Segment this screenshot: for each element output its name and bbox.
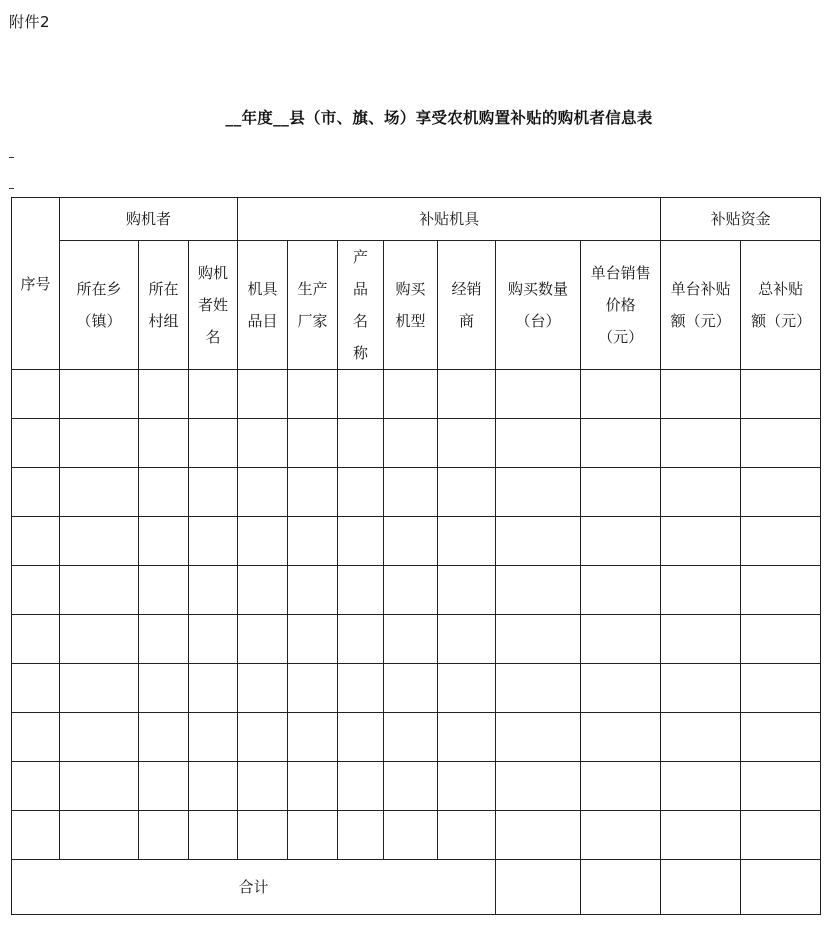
table-cell[interactable] [238, 419, 288, 468]
table-cell[interactable] [741, 811, 821, 860]
table-cell[interactable] [288, 419, 338, 468]
table-cell[interactable] [12, 762, 60, 811]
table-cell[interactable] [60, 419, 139, 468]
table-cell[interactable] [661, 615, 741, 664]
table-cell[interactable] [661, 419, 741, 468]
table-cell[interactable] [12, 664, 60, 713]
table-cell[interactable] [238, 811, 288, 860]
table-row [12, 664, 821, 713]
buyer-info-table [11, 197, 821, 915]
table-cell[interactable] [60, 468, 139, 517]
table-cell[interactable] [139, 811, 189, 860]
table-cell[interactable] [60, 615, 139, 664]
table-cell[interactable] [12, 468, 60, 517]
table-cell[interactable] [581, 517, 661, 566]
table-cell[interactable] [238, 566, 288, 615]
total-cell[interactable] [496, 860, 581, 915]
table-cell[interactable] [60, 762, 139, 811]
header-unit-subsidy: 单台补贴额（元） [661, 241, 741, 370]
header-township: 所在乡（镇） [60, 241, 139, 370]
table-row [12, 517, 821, 566]
table-row [12, 615, 821, 664]
table-cell[interactable] [384, 762, 438, 811]
table-cell[interactable] [496, 419, 581, 468]
table-cell[interactable] [496, 811, 581, 860]
table-cell[interactable] [60, 517, 139, 566]
table-cell[interactable] [496, 468, 581, 517]
total-cell[interactable] [661, 860, 741, 915]
table-cell[interactable] [581, 664, 661, 713]
table-cell[interactable] [288, 713, 338, 762]
table-cell[interactable] [661, 762, 741, 811]
table-cell[interactable] [496, 517, 581, 566]
table-cell[interactable] [581, 419, 661, 468]
table-row [12, 811, 821, 860]
table-cell[interactable] [12, 615, 60, 664]
table-cell[interactable] [438, 370, 496, 419]
table-cell[interactable] [741, 468, 821, 517]
table-cell[interactable] [60, 811, 139, 860]
table-cell[interactable] [496, 615, 581, 664]
table-cell[interactable] [238, 762, 288, 811]
table-cell[interactable] [496, 566, 581, 615]
table-cell[interactable] [438, 811, 496, 860]
header-dealer: 经销商 [438, 241, 496, 370]
table-cell[interactable] [238, 468, 288, 517]
table-cell[interactable] [338, 468, 384, 517]
table-cell[interactable] [288, 566, 338, 615]
table-cell[interactable] [189, 468, 238, 517]
table-cell[interactable] [12, 811, 60, 860]
table-cell[interactable] [496, 370, 581, 419]
table-cell[interactable] [741, 615, 821, 664]
table-cell[interactable] [496, 664, 581, 713]
paragraph-mark [9, 188, 14, 189]
table-cell[interactable] [338, 517, 384, 566]
table-cell[interactable] [189, 762, 238, 811]
page-title: __年度__县（市、旗、场）享受农机购置补贴的购机者信息表 [225, 109, 653, 127]
table-row [12, 370, 821, 419]
table-row [12, 419, 821, 468]
table-cell[interactable] [661, 664, 741, 713]
table-cell[interactable] [189, 811, 238, 860]
table-cell[interactable] [189, 664, 238, 713]
table-cell[interactable] [438, 419, 496, 468]
attachment-label: 附件2 [9, 13, 51, 31]
table-cell[interactable] [741, 517, 821, 566]
table-cell[interactable] [189, 566, 238, 615]
table-cell[interactable] [189, 370, 238, 419]
table-cell[interactable] [60, 370, 139, 419]
table-cell[interactable] [288, 762, 338, 811]
table-cell[interactable] [139, 713, 189, 762]
table-cell[interactable] [12, 419, 60, 468]
table-cell[interactable] [288, 615, 338, 664]
table-cell[interactable] [438, 615, 496, 664]
table-cell[interactable] [338, 615, 384, 664]
table-cell[interactable] [139, 762, 189, 811]
table-cell[interactable] [384, 419, 438, 468]
header-quantity: 购买数量（台） [496, 241, 581, 370]
table-cell[interactable] [661, 517, 741, 566]
table-cell[interactable] [384, 664, 438, 713]
table-cell[interactable] [496, 713, 581, 762]
table-cell[interactable] [581, 713, 661, 762]
table-cell[interactable] [139, 370, 189, 419]
table-cell[interactable] [496, 762, 581, 811]
table-cell[interactable] [581, 370, 661, 419]
table-cell[interactable] [338, 370, 384, 419]
table-cell[interactable] [581, 615, 661, 664]
header-group-machine: 补贴机具 [238, 198, 661, 241]
table-cell[interactable] [438, 762, 496, 811]
table-cell[interactable] [238, 370, 288, 419]
header-manufacturer: 生产厂家 [288, 241, 338, 370]
table-cell[interactable] [139, 664, 189, 713]
header-group-funds: 补贴资金 [661, 198, 821, 241]
header-model: 购买机型 [384, 241, 438, 370]
table-cell[interactable] [384, 615, 438, 664]
table-cell[interactable] [438, 566, 496, 615]
table-cell[interactable] [139, 468, 189, 517]
total-cell[interactable] [581, 860, 661, 915]
table-cell[interactable] [338, 419, 384, 468]
table-cell[interactable] [384, 713, 438, 762]
table-cell[interactable] [288, 664, 338, 713]
table-cell[interactable] [741, 370, 821, 419]
table-cell[interactable] [139, 517, 189, 566]
table-row [12, 468, 821, 517]
table-cell[interactable] [581, 762, 661, 811]
header-buyer-name: 购机者姓名 [189, 241, 238, 370]
table-cell[interactable] [60, 566, 139, 615]
table-cell[interactable] [238, 517, 288, 566]
paragraph-mark [9, 157, 14, 158]
header-group-buyer: 购机者 [60, 198, 238, 241]
header-unit-price: 单台销售价格（元） [581, 241, 661, 370]
table-cell[interactable] [60, 664, 139, 713]
table-cell[interactable] [189, 713, 238, 762]
table-cell[interactable] [12, 713, 60, 762]
header-total-subsidy: 总补贴额（元） [741, 241, 821, 370]
header-product-name: 产品名称 [338, 241, 384, 370]
table-cell[interactable] [581, 811, 661, 860]
table-cell[interactable] [384, 370, 438, 419]
table-row [12, 566, 821, 615]
table-cell[interactable] [139, 615, 189, 664]
table-cell[interactable] [139, 566, 189, 615]
header-machine-category: 机具品目 [238, 241, 288, 370]
table-cell[interactable] [139, 419, 189, 468]
table-cell[interactable] [189, 419, 238, 468]
table-cell[interactable] [661, 811, 741, 860]
table-row [12, 762, 821, 811]
table-cell[interactable] [438, 713, 496, 762]
total-cell[interactable] [741, 860, 821, 915]
table-cell[interactable] [741, 713, 821, 762]
table-cell[interactable] [581, 468, 661, 517]
table-cell[interactable] [661, 468, 741, 517]
table-cell[interactable] [438, 664, 496, 713]
table-cell[interactable] [12, 566, 60, 615]
table-row [12, 713, 821, 762]
table-body [12, 370, 821, 860]
table-cell[interactable] [338, 566, 384, 615]
table-cell[interactable] [338, 811, 384, 860]
table-cell[interactable] [238, 713, 288, 762]
table-cell[interactable] [741, 664, 821, 713]
table-cell[interactable] [661, 566, 741, 615]
header-village: 所在村组 [139, 241, 189, 370]
table-cell[interactable] [238, 615, 288, 664]
table-cell[interactable] [661, 713, 741, 762]
table-cell[interactable] [189, 517, 238, 566]
table-cell[interactable] [288, 517, 338, 566]
table-cell[interactable] [12, 517, 60, 566]
table-cell[interactable] [288, 811, 338, 860]
table-cell[interactable] [60, 713, 139, 762]
table-cell[interactable] [384, 517, 438, 566]
table-cell[interactable] [384, 566, 438, 615]
total-label: 合计 [12, 860, 496, 915]
table-cell[interactable] [741, 419, 821, 468]
table-cell[interactable] [338, 664, 384, 713]
table-cell[interactable] [189, 615, 238, 664]
table-cell[interactable] [438, 468, 496, 517]
table-cell[interactable] [661, 370, 741, 419]
table-cell[interactable] [338, 762, 384, 811]
header-index: 序号 [12, 198, 60, 370]
table-cell[interactable] [288, 468, 338, 517]
table-cell[interactable] [581, 566, 661, 615]
table-cell[interactable] [288, 370, 338, 419]
table-cell[interactable] [741, 566, 821, 615]
table-cell[interactable] [438, 517, 496, 566]
table-cell[interactable] [338, 713, 384, 762]
table-cell[interactable] [384, 811, 438, 860]
table-cell[interactable] [384, 468, 438, 517]
table-cell[interactable] [12, 370, 60, 419]
table-cell[interactable] [741, 762, 821, 811]
table-cell[interactable] [238, 664, 288, 713]
